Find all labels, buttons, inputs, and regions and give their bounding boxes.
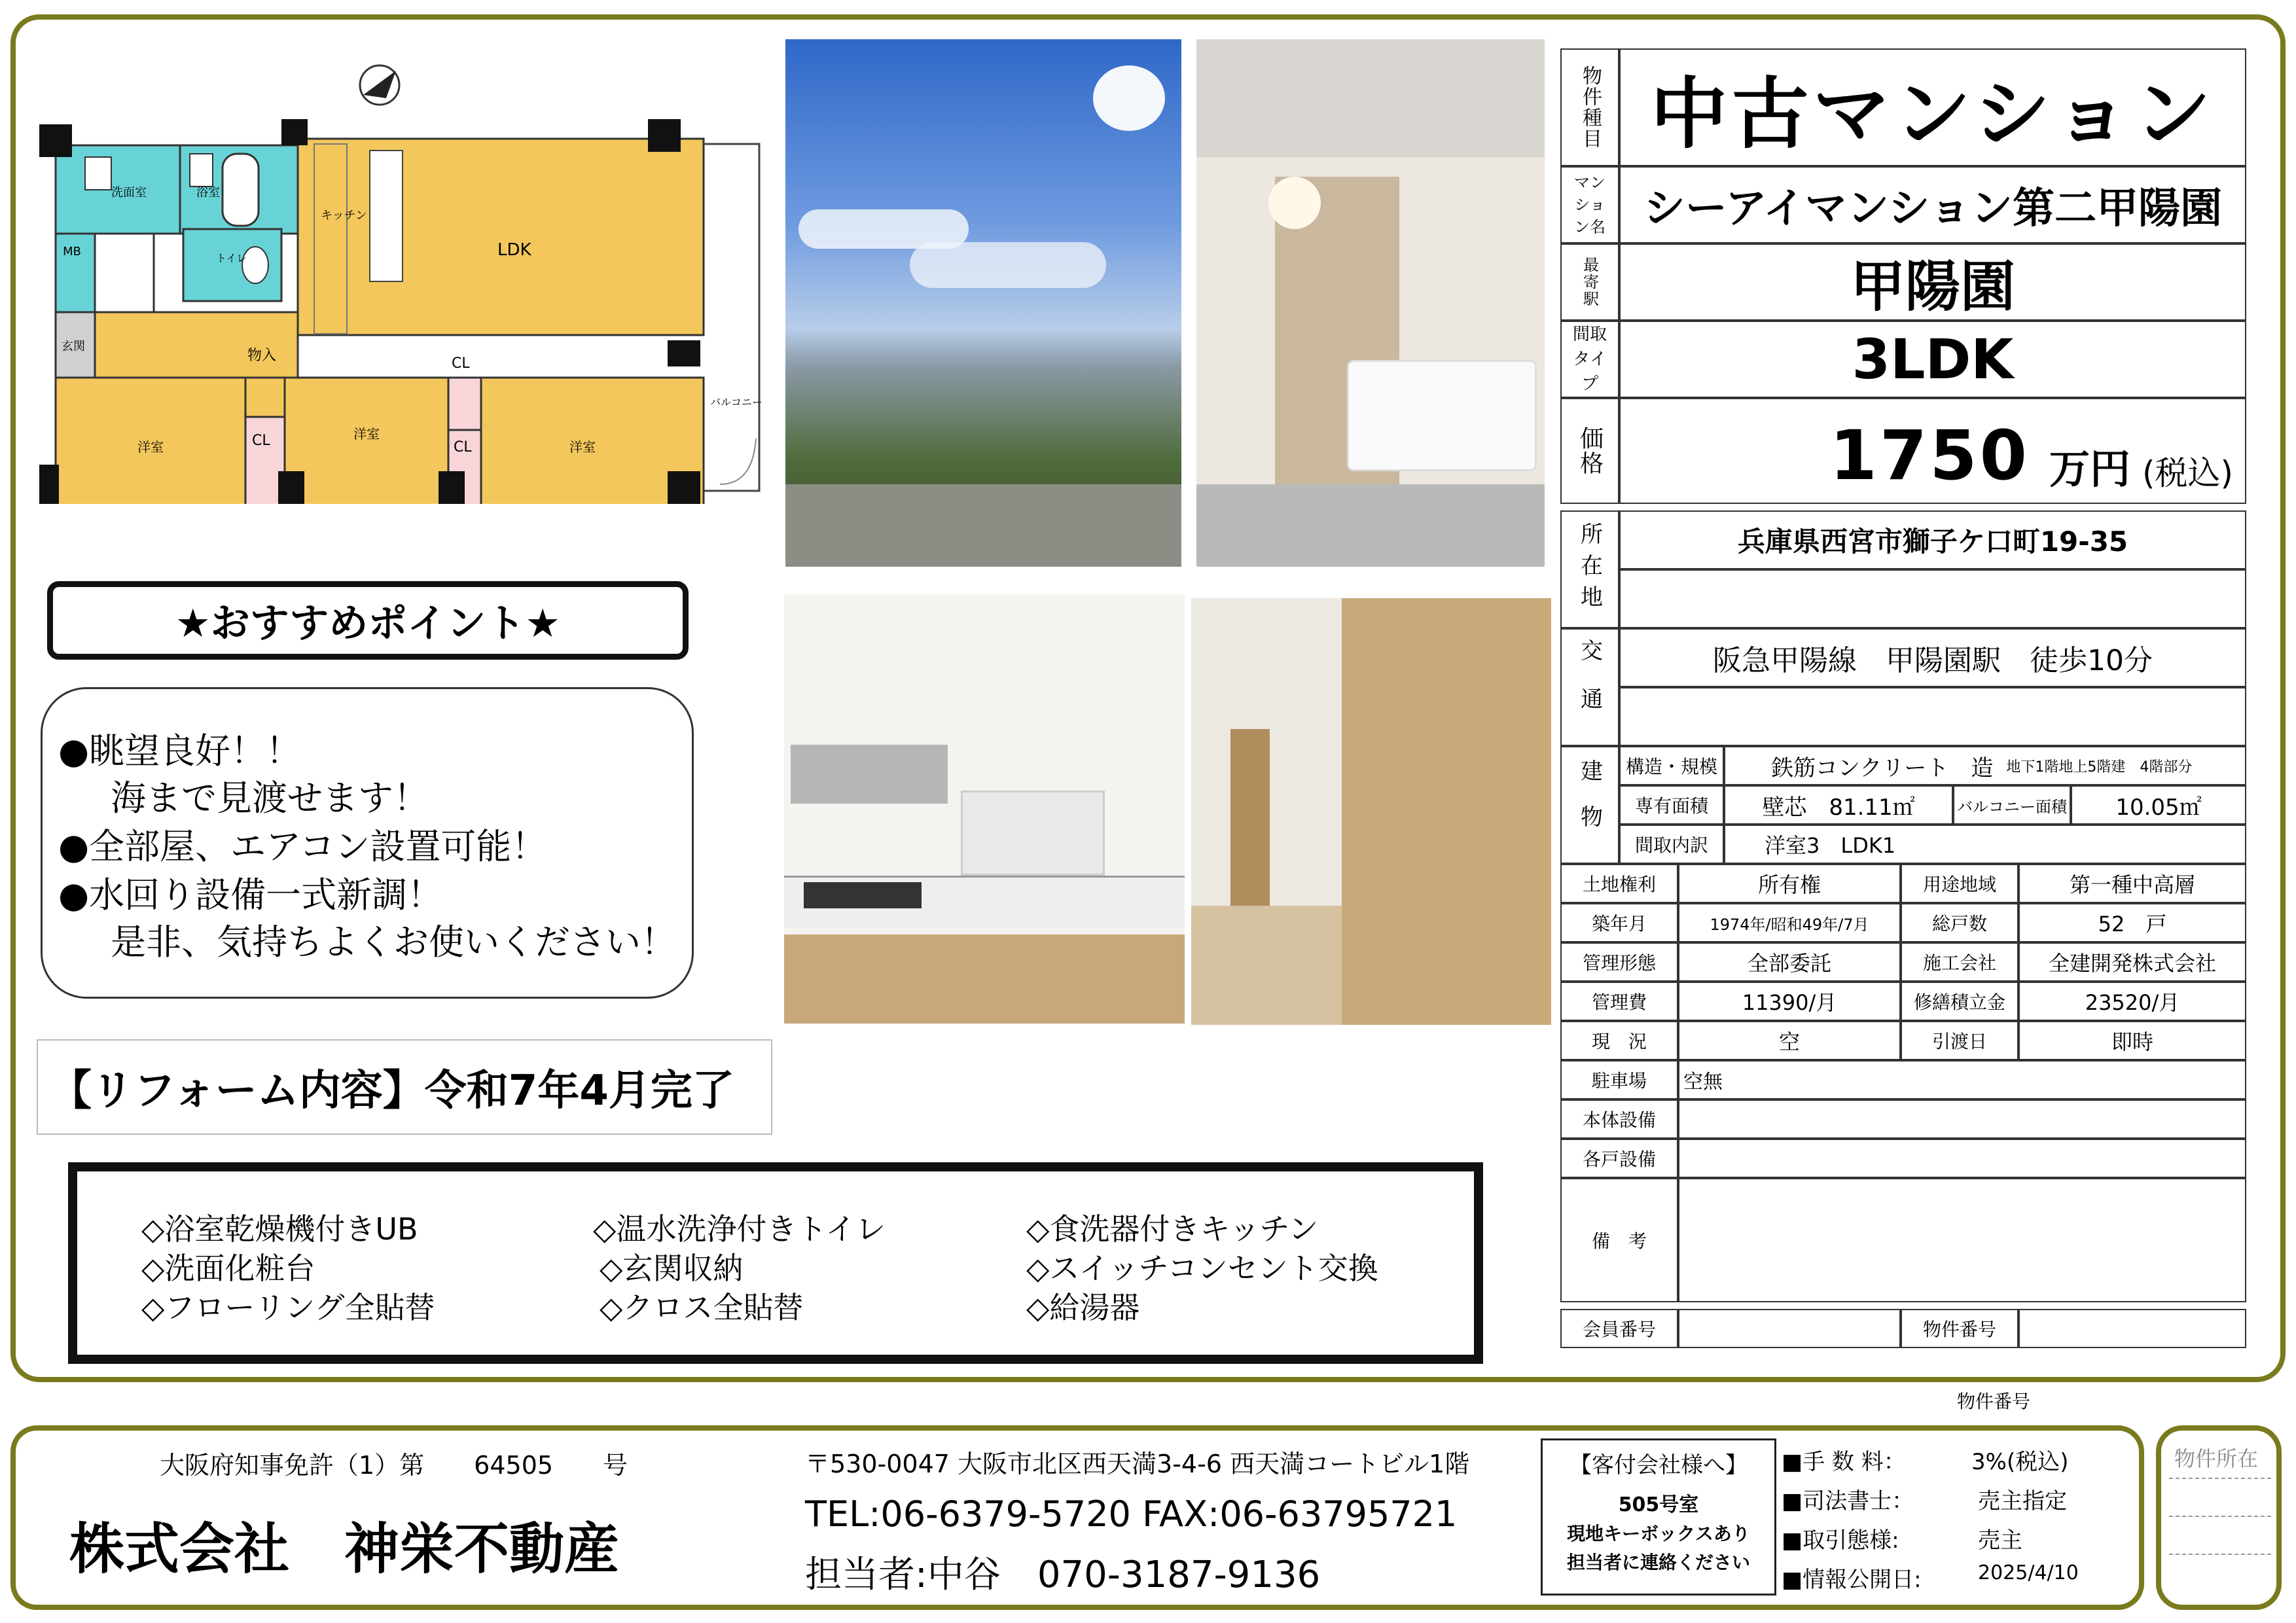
reform-item-4: ◇洗面化粧台 bbox=[141, 1251, 315, 1286]
value-traffic: 阪急甲陽線 甲陽園駅 徒歩10分 bbox=[1619, 628, 2246, 687]
label-price: 価格 bbox=[1560, 398, 1619, 504]
label-handover: 引渡日 bbox=[1901, 1021, 2018, 1060]
reform-title: 【リフォーム内容】令和7年4月完了 bbox=[50, 1067, 734, 1115]
reform-item-9: ◇給湯器 bbox=[1026, 1290, 1140, 1325]
value-mgmt-form: 全部委託 bbox=[1678, 942, 1901, 982]
pillar bbox=[278, 471, 304, 504]
value-status: 空 bbox=[1678, 1021, 1901, 1060]
label-kitchen: キッチン bbox=[321, 209, 367, 223]
value-address: 兵庫県西宮市獅子ケ口町19-35 bbox=[1619, 510, 2246, 569]
scrivener-value: 売主指定 bbox=[1978, 1488, 2067, 1514]
value-traffic-2 bbox=[1619, 687, 2246, 746]
label-layout: 間取タイプ bbox=[1560, 321, 1619, 398]
value-balcony: 10.05㎡ bbox=[2071, 785, 2246, 825]
photo-view bbox=[785, 39, 1181, 567]
label-status: 現 況 bbox=[1560, 1021, 1678, 1060]
recommend-line-4: ●水回り設備一式新調！ bbox=[58, 874, 443, 916]
label-unit-equip: 各戸設備 bbox=[1560, 1139, 1678, 1178]
notice-line2: 担当者に連絡ください bbox=[1566, 1552, 1750, 1573]
deal-value: 売主 bbox=[1978, 1527, 2022, 1554]
value-unit-equip bbox=[1678, 1139, 2246, 1178]
label-station: 最寄駅 bbox=[1560, 243, 1619, 321]
value-zoning: 第一種中高層 bbox=[2018, 864, 2246, 903]
reform-title-box bbox=[37, 1039, 772, 1135]
value-price: 1750 万円 (税込) bbox=[1619, 398, 2246, 504]
pillar bbox=[281, 119, 308, 145]
label-built: 築年月 bbox=[1560, 903, 1678, 942]
value-notes bbox=[1678, 1178, 2246, 1302]
value-built: 1974年/昭和49年/7月 bbox=[1678, 903, 1901, 942]
reform-item-6: ◇スイッチコンセント交換 bbox=[1026, 1251, 1378, 1286]
label-area: 専有面積 bbox=[1619, 785, 1724, 825]
label-entrance: 玄関 bbox=[62, 340, 85, 353]
label-washroom: 洗面室 bbox=[111, 186, 147, 200]
label-parking: 駐車場 bbox=[1560, 1060, 1678, 1099]
label-traffic: 交通 bbox=[1560, 628, 1619, 746]
label-room-mid: 洋室 bbox=[353, 426, 380, 442]
recommend-line-2: 海まで見渡せます！ bbox=[111, 777, 429, 819]
label-main-equip: 本体設備 bbox=[1560, 1099, 1678, 1139]
value-area: 壁芯 81.11㎡ bbox=[1724, 785, 1953, 825]
floorplan bbox=[39, 59, 766, 504]
label-notes: 備 考 bbox=[1560, 1178, 1678, 1302]
recommend-line-3: ●全部屋、エアコン設置可能！ bbox=[58, 826, 547, 867]
compass-icon bbox=[360, 65, 399, 105]
recommend-title-box bbox=[47, 581, 689, 660]
stamp-label: 物件所在 bbox=[2174, 1446, 2259, 1471]
reform-item-1: ◇浴室乾燥機付きUB bbox=[141, 1211, 418, 1247]
label-units: 総戸数 bbox=[1901, 903, 2018, 942]
fee-value: 3%(税込) bbox=[1971, 1449, 2069, 1475]
photo-bathroom bbox=[1196, 39, 1545, 567]
label-toilet: トイレ bbox=[216, 252, 247, 264]
label-room-right: 洋室 bbox=[569, 439, 596, 455]
value-rooms: 洋室3 LDK1 bbox=[1724, 825, 2246, 864]
label-building: 建物 bbox=[1560, 746, 1619, 864]
label-address: 所在地 bbox=[1560, 510, 1619, 628]
company-address: 〒530-0047 大阪市北区西天満3-4-6 西天満コートビル1階 bbox=[805, 1450, 1470, 1478]
pillar bbox=[39, 465, 59, 504]
fee-label: ■手 数 料： bbox=[1782, 1449, 1906, 1475]
value-layout: 3LDK bbox=[1619, 321, 2246, 398]
publish-value: 2025/4/10 bbox=[1978, 1561, 2079, 1584]
reform-item-8: ◇クロス全貼替 bbox=[600, 1290, 804, 1325]
value-member bbox=[1678, 1309, 1901, 1348]
label-type: 物件種目 bbox=[1560, 48, 1619, 166]
value-structure: 鉄筋コンクリート 造 地下1階地上5階建 4階部分 bbox=[1724, 746, 2246, 785]
notice-room: 505号室 bbox=[1618, 1493, 1699, 1516]
label-balcony: バルコニー面積 bbox=[1953, 785, 2071, 825]
value-name: シーアイマンション第二甲陽園 bbox=[1619, 166, 2246, 243]
value-repair: 23520/月 bbox=[2018, 982, 2246, 1021]
label-prop-no: 物件番号 bbox=[1901, 1309, 2018, 1348]
pillar bbox=[39, 124, 72, 157]
publish-label: ■情報公開日: bbox=[1782, 1567, 1922, 1593]
company-name: 株式会社 神栄不動産 bbox=[69, 1517, 620, 1581]
label-storage: 物入 bbox=[247, 348, 277, 364]
value-type: 中古マンション bbox=[1619, 48, 2246, 166]
reform-item-5: ◇玄関収納 bbox=[600, 1251, 744, 1286]
value-parking: 空無 bbox=[1678, 1060, 2246, 1099]
pillar bbox=[668, 340, 700, 366]
label-land: 土地権利 bbox=[1560, 864, 1678, 903]
company-staff: 担当者:中谷 070-3187-9136 bbox=[805, 1554, 1321, 1596]
recommend-line-5: 是非、気持ちよくお使いください！ bbox=[111, 921, 676, 963]
value-station: 甲陽園 bbox=[1619, 243, 2246, 321]
label-room-left: 洋室 bbox=[137, 439, 164, 455]
value-mgmt-fee: 11390/月 bbox=[1678, 982, 1901, 1021]
photo-kitchen bbox=[784, 594, 1185, 1024]
notice-box bbox=[1541, 1438, 1776, 1596]
deal-label: ■取引態様: bbox=[1782, 1527, 1899, 1554]
pillar bbox=[439, 471, 465, 504]
label-bath: 浴室 bbox=[196, 186, 220, 200]
recommend-line-1: ●眺望良好！！ bbox=[58, 730, 302, 772]
value-units: 52 戸 bbox=[2018, 903, 2246, 942]
value-handover: 即時 bbox=[2018, 1021, 2246, 1060]
scrivener-label: ■司法書士： bbox=[1782, 1488, 1914, 1514]
label-structure: 構造・規模 bbox=[1619, 746, 1724, 785]
label-repair: 修繕積立金 bbox=[1901, 982, 2018, 1021]
value-main-equip bbox=[1678, 1099, 2246, 1139]
label-mgmt-form: 管理形態 bbox=[1560, 942, 1678, 982]
value-address-2 bbox=[1619, 569, 2246, 628]
label-rooms: 間取内訳 bbox=[1619, 825, 1724, 864]
label-ldk: LDK bbox=[497, 240, 531, 260]
label-member: 会員番号 bbox=[1560, 1309, 1678, 1348]
label-name: マンション名 bbox=[1560, 166, 1619, 243]
stamp-frame bbox=[2156, 1425, 2282, 1610]
reform-item-2: ◇温水洗浄付きトイレ bbox=[593, 1211, 886, 1247]
reform-item-7: ◇フローリング全貼替 bbox=[141, 1290, 435, 1325]
label-cl3: CL bbox=[454, 439, 472, 455]
label-cl2: CL bbox=[452, 355, 470, 372]
deal-info bbox=[1782, 1444, 2122, 1601]
floorplan-drawing bbox=[39, 59, 766, 504]
value-prop-no bbox=[2018, 1309, 2246, 1348]
reform-item-3: ◇食洗器付きキッチン bbox=[1026, 1211, 1319, 1247]
photo-entrance bbox=[1191, 598, 1551, 1025]
pillar bbox=[648, 119, 681, 152]
label-zoning: 用途地域 bbox=[1901, 864, 2018, 903]
recommend-title: ★おすすめポイント★ bbox=[175, 601, 561, 647]
license: 大阪府知事免許（1）第 64505 号 bbox=[160, 1451, 628, 1480]
label-balcony: バルコニー bbox=[710, 396, 763, 408]
recommend-box bbox=[41, 687, 694, 999]
reform-box bbox=[68, 1162, 1483, 1364]
label-mgmt-fee: 管理費 bbox=[1560, 982, 1678, 1021]
label-mb: MB bbox=[63, 245, 81, 259]
value-builder: 全建開発株式会社 bbox=[2018, 942, 2246, 982]
property-table bbox=[1560, 48, 2246, 1343]
label-builder: 施工会社 bbox=[1901, 942, 2018, 982]
value-land: 所有権 bbox=[1678, 864, 1901, 903]
label-cl1: CL bbox=[252, 433, 270, 449]
notice-line1: 現地キーボックスあり bbox=[1567, 1523, 1750, 1544]
pillar bbox=[668, 471, 700, 504]
notice-title: 【客付会社様へ】 bbox=[1570, 1452, 1748, 1478]
company-tel: TEL:06-6379-5720 FAX:06-63795721 bbox=[805, 1493, 1458, 1535]
outside-property-number: 物件番号 bbox=[1957, 1391, 2031, 1412]
